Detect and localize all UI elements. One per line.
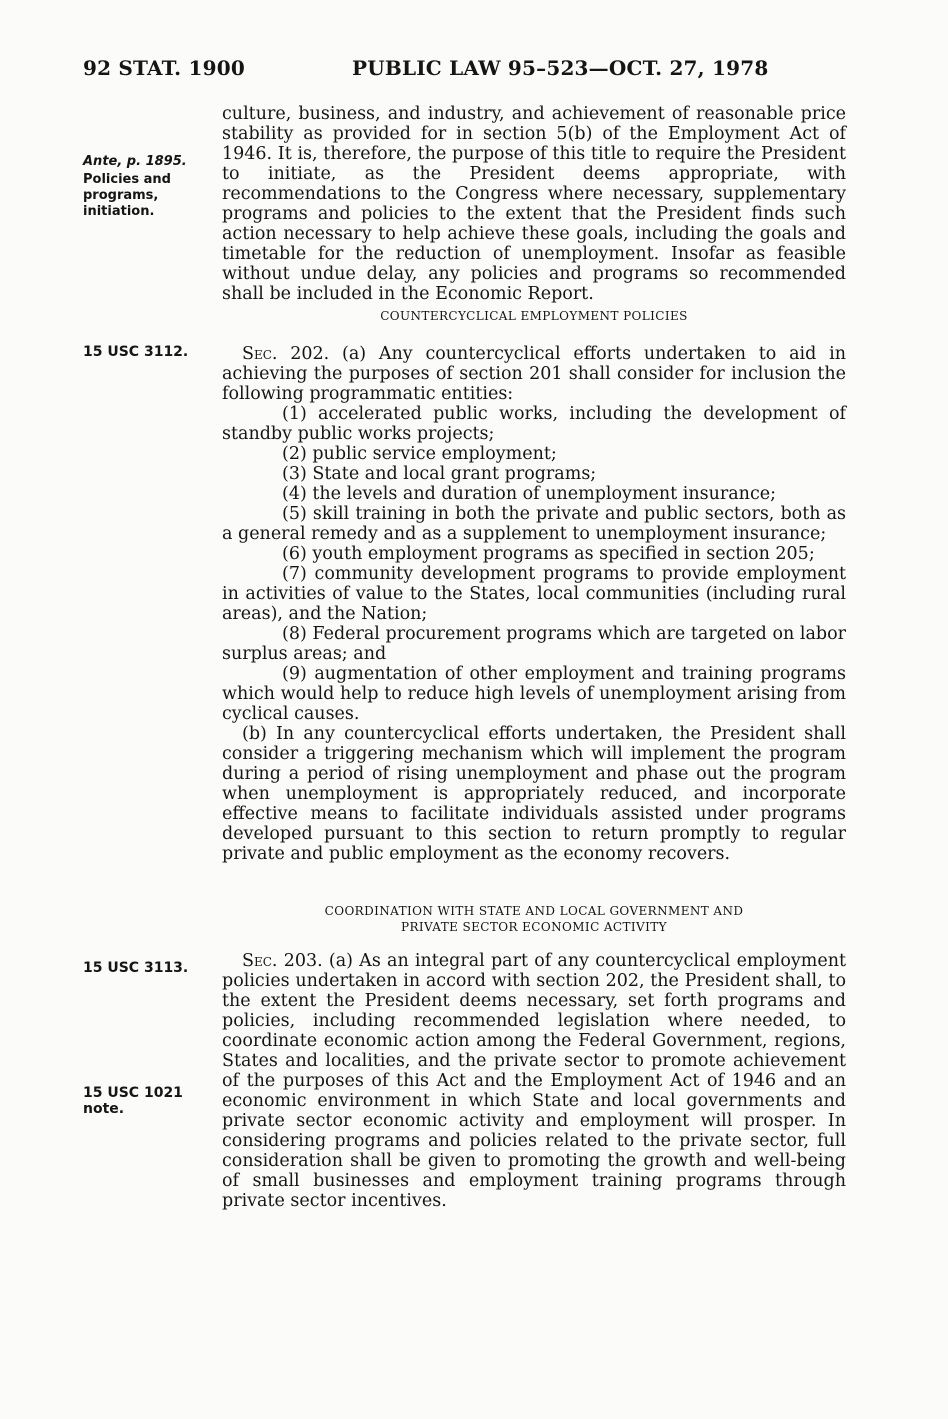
list-item: (6) youth employment programs as specified in section 205; [282, 544, 815, 564]
section-203-para-a-text: (a) As an integral part of any countercyclical employment policies undertaken in accord with section 202, the President shall, to the extent the President deems necessary, set forth programs and policies, including recommended legislation where needed, to coordinate economic action among the Federal Government, regions, States and localities, and the private sector to promote achievement of the purposes of this Act and the Employment Act of 1946 and an economic environment in which State and local governments and private sector economic activity and employment will prosper. In considering programs and policies related to the private sector, full consideration shall be given to promoting the growth and well-being of small businesses and employment training programs through private sector incentives. [222, 951, 846, 1211]
margin-note-usc-1021: 15 USC 1021 note. [83, 1085, 183, 1117]
margin-note-usc-3112: 15 USC 3112. [83, 344, 189, 360]
section-203-heading-line2: PRIVATE SECTOR ECONOMIC ACTIVITY [400, 920, 667, 934]
section-203-heading-line1: COORDINATION WITH STATE AND LOCAL GOVERNMENT AND [324, 904, 744, 918]
page-citation: 92 STAT. 1900 [83, 56, 245, 80]
margin-note-ante: Ante, p. 1895. [83, 154, 187, 169]
list-item: (4) the levels and duration of unemployment insurance; [282, 484, 776, 504]
list-item: (8) Federal procurement programs which are targeted on labor surplus areas; and [222, 624, 846, 664]
margin-note-policies: Policies and programs, initiation. [83, 172, 171, 219]
law-title: PUBLIC LAW 95–523—OCT. 27, 1978 [352, 56, 769, 80]
intro-section [222, 104, 846, 304]
list-item: (1) accelerated public works, including the development of standby public works projects; [222, 404, 846, 444]
section-202-para-a-text: (a) Any countercyclical efforts undertaken to aid in achieving the purposes of section 201 shall consider for inclusion the following programmatic entities: [222, 344, 846, 404]
intro-paragraph: culture, business, and industry, and achievement of reasonable price stability as provided for in section 5(b) of the Employment Act of 1946. It is, therefore, the purpose of this title to require the President to initiate, as the President deems appropriate, with recommendations to the Congress where necessary, supplementary programs and policies to the extent that the President finds such action necessary to help achieve these goals, including the goals and timetable for the reduction of unemployment. Insofar as feasible without undue delay, any policies and programs so recommended shall be included in the Economic Report. [222, 104, 846, 304]
section-203-label: Sec. 203. [242, 951, 323, 971]
list-item: (5) skill training in both the private and public sectors, both as a general remedy and as a supplement to unemployment insurance; [222, 504, 846, 544]
section-203 [222, 903, 846, 1211]
list-item: (9) augmentation of other employment and training programs which would help to reduce high levels of unemployment arising from cyclical causes. [222, 664, 846, 724]
list-item: (3) State and local grant programs; [282, 464, 597, 484]
section-203-para-a [222, 951, 846, 1211]
section-202 [222, 308, 846, 864]
section-202-para-a [222, 344, 846, 404]
section-202-para-b: (b) In any countercyclical efforts undertaken, the President shall consider a triggering mechanism which will implement the program during a period of rising unemployment and phase out the program when unemployment is appropriately reduced, and incorporate effective means to facilitate individuals assisted under programs developed pursuant to this section to return promptly to regular private and public employment as the economy recovers. [222, 724, 846, 864]
section-202-heading: COUNTERCYCLICAL EMPLOYMENT POLICIES [380, 309, 688, 323]
section-202-label: Sec. 202. [242, 344, 330, 364]
list-item: (7) community development programs to provide employment in activities of value to the States, local communities (including rural areas), and the Nation; [222, 564, 846, 624]
margin-note-usc-3113: 15 USC 3113. [83, 960, 189, 976]
list-item: (2) public service employment; [282, 444, 557, 464]
